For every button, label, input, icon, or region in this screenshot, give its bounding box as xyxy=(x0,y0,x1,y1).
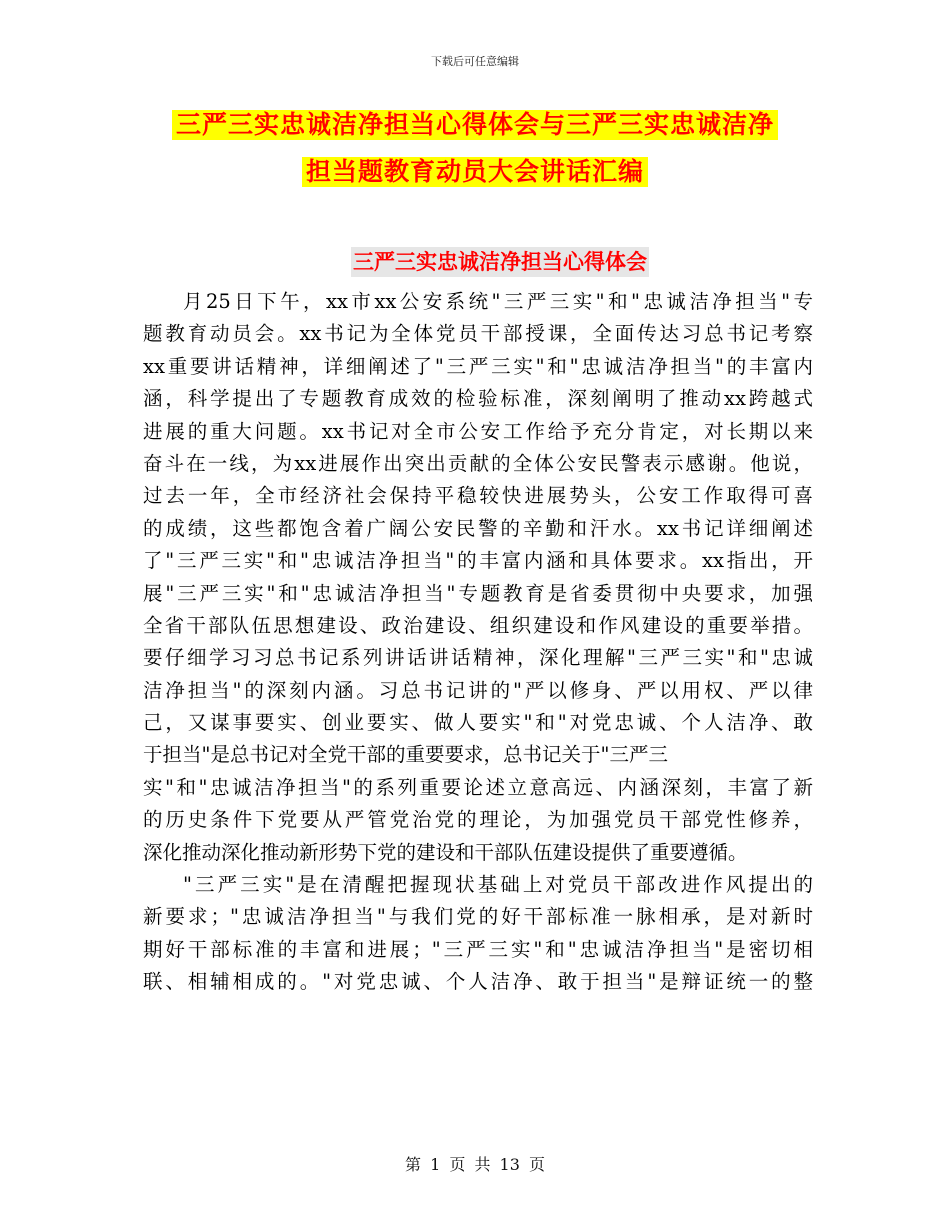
section-heading: 三严三实忠诚洁净担当心得体会 xyxy=(351,247,649,277)
paragraph-line: 题教育动员会。xx书记为全体党员干部授课，全面传达习总书记考察 xyxy=(143,322,813,346)
paragraph-line: 进展的重大问题。xx书记对全市公安工作给予充分肯定，对长期以来 xyxy=(143,419,813,443)
header-note: 下载后可任意编辑 xyxy=(431,55,519,68)
paragraph-line: 深化推动深化推动新形势下党的建设和干部队伍建设提供了重要遵循。 xyxy=(143,840,748,864)
paragraph-line: 要仔细学习习总书记系列讲话讲话精神，深化理解"三严三实"和"忠诚 xyxy=(143,646,813,670)
paragraph-line: 了"三严三实"和"忠诚洁净担当"的丰富内涵和具体要求。xx指出，开 xyxy=(143,549,813,573)
paragraph-line: 涵，科学提出了专题教育成效的检验标准，深刻阐明了推动xx跨越式 xyxy=(143,387,813,411)
section-heading-wrap xyxy=(0,247,950,277)
paragraph-line: 过去一年，全市经济社会保持平稳较快进展势头，公安工作取得可喜 xyxy=(143,484,813,508)
paragraph-line: 己，又谋事要实、创业要实、做人要实"和"对党忠诚、个人洁净、敢 xyxy=(143,711,813,735)
paragraph-line: 奋斗在一线，为xx进展作出突出贡献的全体公安民警表示感谢。他说， xyxy=(143,451,813,475)
paragraph-line: 于担当"是总书记对全党干部的重要要求，总书记关于"三严三 xyxy=(143,743,668,767)
paragraph-line: 洁净担当"的深刻内涵。习总书记讲的"严以修身、严以用权、严以律 xyxy=(143,678,813,702)
title-line-1: 三严三实忠诚洁净担当心得体会与三严三实忠诚洁净 xyxy=(172,110,778,140)
paragraph-line: xx重要讲话精神，详细阐述了"三严三实"和"忠诚洁净担当"的丰富内 xyxy=(143,354,813,378)
paragraph-line: 月25日下午，xx市xx公安系统"三严三实"和"忠诚洁净担当"专 xyxy=(183,290,813,313)
paragraph-line: 的成绩，这些都饱含着广阔公安民警的辛勤和汗水。xx书记详细阐述 xyxy=(143,516,813,540)
paragraph-line: 期好干部标准的丰富和进展；"三严三实"和"忠诚洁净担当"是密切相 xyxy=(143,937,813,961)
paragraph-line: "三严三实"是在清醒把握现状基础上对党员干部改进作风提出的 xyxy=(183,873,813,897)
paragraph-line: 的历史条件下党要从严管党治党的理论，为加强党员干部党性修养， xyxy=(143,808,813,832)
body-text xyxy=(143,286,813,999)
paragraph-line: 新要求；"忠诚洁净担当"与我们党的好干部标准一脉相承，是对新时 xyxy=(143,905,813,929)
page-number-footer: 第 1 页 共 13 页 xyxy=(405,1155,545,1174)
paragraph-line: 实"和"忠诚洁净担当"的系列重要论述立意高远、内涵深刻，丰富了新 xyxy=(143,775,813,799)
paragraph-line: 展"三严三实"和"忠诚洁净担当"专题教育是省委贯彻中央要求，加强 xyxy=(143,581,813,605)
paragraph-line: 全省干部队伍思想建设、政治建设、组织建设和作风建设的重要举措。 xyxy=(143,613,813,637)
document-title xyxy=(140,110,810,187)
title-line-2: 担当题教育动员大会讲话汇编 xyxy=(302,157,648,187)
paragraph-line: 联、相辅相成的。"对党忠诚、个人洁净、敢于担当"是辩证统一的整 xyxy=(143,970,813,994)
